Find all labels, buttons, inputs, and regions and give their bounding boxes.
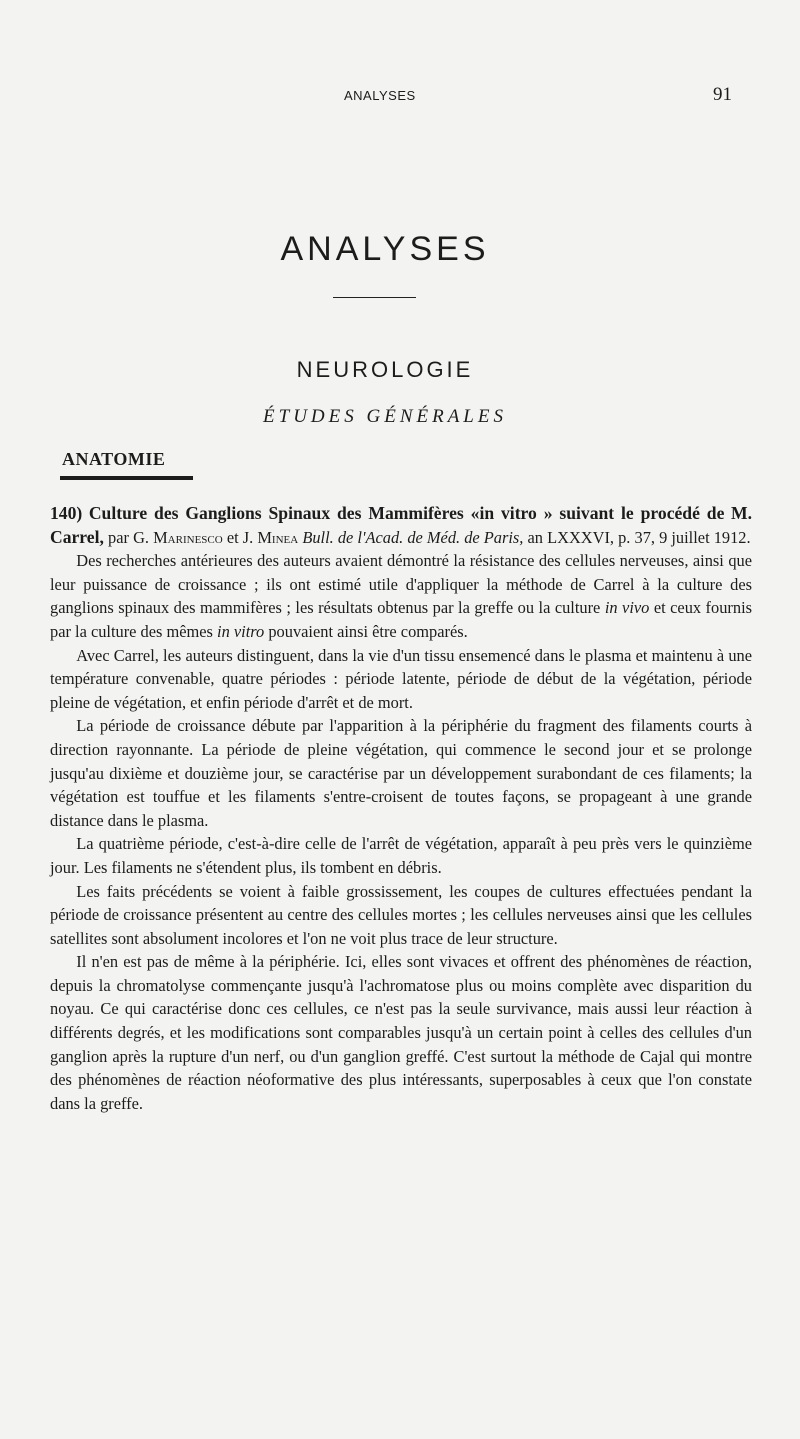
running-head: ANALYSES	[344, 88, 416, 103]
author2-initial: J.	[242, 527, 254, 547]
paragraph-3: La période de croissance débute par l'apparition à la périphérie du fragment des filaments courts à direction rayonnante. La période de pleine végétation, qui commence le second jour et se prolonge jusqu'au dixième et douzième jour, se caractérise par un développement surabondant de ces filaments; la végétation est touffue et les filaments s'entre-croisent de toutes façons, se propageant à une grande distance dans le plasma.	[50, 716, 752, 830]
paragraph-1-italic-a: in vivo	[604, 598, 650, 618]
paragraph-1-italic-b: in vitro	[217, 621, 265, 641]
citation: an LXXXVI, p. 37, 9 juillet 1912.	[527, 527, 751, 547]
paragraph-6: Il n'en est pas de même à la périphérie. Ici, elles sont vivaces et offrent des phénomènes de réaction, depuis la chromatolyse commençante jusqu'à l'achromatose plus ou moins complète avec disparition du noyau. Ce qui caractérise donc ces cellules, ce n'est pas la seule survivance, mais aussi leur réaction à différents degrés, et les modifications sont comparables jusqu'à un certain point à celles des cellules d'un ganglion après la rupture d'un nerf, ou d'un ganglion greffé. C'est surtout la méthode de Cajal qui montre des phénomènes de réaction néoformative des plus intéressants, superposables à ceux que l'on constate dans la greffe.	[50, 952, 752, 1113]
subsection-title: ÉTUDES GÉNÉRALES	[263, 406, 507, 427]
paragraph-4: La quatrième période, c'est-à-dire celle de l'arrêt de végétation, apparaît à peu près vers le quinzième jour. Les filaments ne s'étendent plus, ils tombent en débris.	[50, 834, 752, 877]
entry-and: et	[226, 527, 239, 547]
title-rule	[333, 297, 416, 298]
author1-name: Marinesco	[153, 527, 223, 547]
journal-name: Bull. de l'Acad. de Méd. de Paris,	[302, 527, 524, 547]
article-body	[50, 502, 752, 1115]
paragraph-1-text-a: Des recherches antérieures des auteurs avaient démontré la résistance des cellules nerveuses, ainsi que leur puissance de croissance ; ils ont estimé utile d'appliquer la méthode de Carrel à la culture des ganglions spinaux des mammifères ; les résultats obtenus par la greffe ou la culture	[50, 551, 752, 618]
author1-initial: G.	[133, 527, 149, 547]
paragraph-1	[50, 549, 752, 643]
entry-person: M. Carrel,	[50, 503, 752, 547]
author2-name: Minea	[257, 527, 299, 547]
entry-by: par	[108, 527, 129, 547]
rubric-rule	[60, 476, 193, 480]
entry-number: 140)	[50, 503, 83, 523]
paragraph-1-text-c: pouvaient ainsi être comparés.	[268, 621, 468, 641]
section-title: NEUROLOGIE	[296, 357, 474, 382]
main-title: ANALYSES	[280, 230, 490, 268]
entry-heading	[50, 502, 752, 549]
entry-title: Culture des Ganglions Spinaux des Mammifères «in vitro » suivant le procédé de	[88, 503, 725, 523]
paragraph-1-text-b: et ceux fournis par la culture des mêmes	[50, 598, 752, 641]
paragraph-2: Avec Carrel, les auteurs distinguent, dans la vie d'un tissu ensemencé dans le plasma et maintenu à une température convenable, quatre périodes : période latente, période de début de la végétation, période pleine de végétation, et enfin période d'arrêt et de mort.	[50, 645, 752, 712]
rubric-heading: ANATOMIE	[62, 449, 166, 469]
page-number: 91	[713, 84, 732, 105]
paragraph-5: Les faits précédents se voient à faible grossissement, les coupes de cultures effectuées pendant la période de croissance présentent au centre des cellules mortes ; les cellules nerveuses ainsi que les cellules satellites sont absolument incolores et l'on ne voit plus trace de leur structure.	[50, 881, 752, 948]
